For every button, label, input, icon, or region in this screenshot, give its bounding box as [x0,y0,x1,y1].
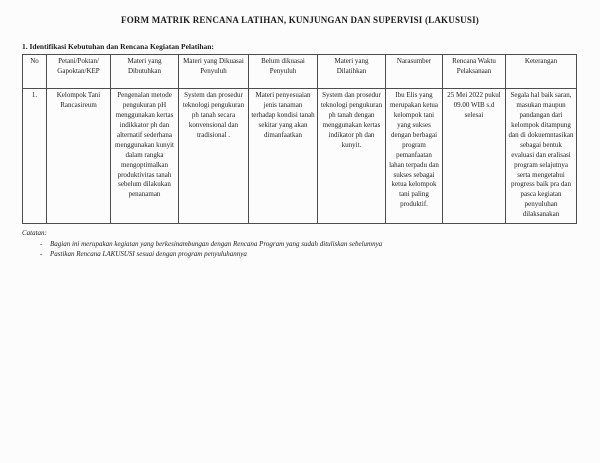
section-heading: 1. Identifikasi Kebutuhan dan Rencana Kegiatan Pelatihan: [22,42,214,51]
column-header-rencana-waktu: Rencana Waktu Pelaksanaan [443,55,506,89]
cell-belum-dikuasai: Materi penyesuaian jenis tanaman terhadap kondisi tanah sekitar yang akan dimanfaatkan [249,89,318,224]
notes-section [22,228,576,260]
column-header-belum-dikuasai: Belum dikuasai Penyuluh [249,55,318,89]
note-item-2 [40,249,576,260]
note-text-1: Bagian ini merupakan kegiatan yang berkesinambungan dengan Rencana Program yang sudah dituliskan sebelumnya [50,239,383,248]
column-header-narasumber: Narasumber [386,55,443,89]
column-header-no: No [23,55,47,89]
cell-narasumber: Ibu Elis yang merupakan ketua kelompok tani yang sukses dengan berbagai program pemanfaatan lahan terpadu dan sukses sebagai ketua kelompok tani paling produktif. [386,89,443,224]
cell-no: 1. [23,89,47,224]
column-header-materi-dilatihkan: Materi yang Dilatihkan [318,55,386,89]
training-plan-matrix-table [22,54,577,224]
column-header-keterangan: Keterangan [506,55,577,89]
cell-materi-dilatihkan: System dan prosedur teknologi pengukuran ph tanah dengan menggunakan kertas indikator ph dan kunyit. [318,89,386,224]
bullet-dash-icon: - [40,239,43,248]
note-item-1 [40,239,576,250]
cell-petani: Kelompok Tani Rancasireum [47,89,111,224]
cell-keterangan: Segala hal baik saran, masukan maupun pandangan dari kelompok ditampung dan di dokuemntasikan sebagai bentuk evaluasi dan eralisasi program selajutnya serta mengetahui progress baik pra dan pasca kegiatan penyuluhan dilaksanakan [506,89,577,224]
document-title: FORM MATRIK RENCANA LATIHAN, KUNJUNGAN DAN SUPERVISI (LAKUSUSI) [121,15,479,25]
cell-rencana-waktu: 25 Mei 2022 pukul 09.00 WIB s.d selesai [443,89,506,224]
column-header-materi-dibutuhkan: Materi yang Dibutuhkan [111,55,179,89]
note-text-2: Pastikan Rencana LAKUSUSI sesuai dengan program penyuluhannya [50,250,247,259]
cell-materi-dibutuhkan: Pengenalan metode pengukuran pH menggunakan kertas indikkator ph dan alternatif sederhana menggunakan kunyit dalam rangka mengoptimalkan produktivitas tanah sebelum dilakukan penanaman [111,89,179,224]
table-header-row [23,55,577,89]
column-header-materi-dikuasai: Materi yang Dikuasai Penyuluh [179,55,249,89]
bullet-dash-icon: - [40,250,43,259]
column-header-petani: Petani/Poktan/ Gapoktan/KEP [47,55,111,89]
table-row [23,89,577,224]
notes-label: Catatan: [22,229,47,238]
cell-materi-dikuasai: System dan prosedur teknologi pengukuran ph tanah secara konvensional dan tradisional . [179,89,249,224]
